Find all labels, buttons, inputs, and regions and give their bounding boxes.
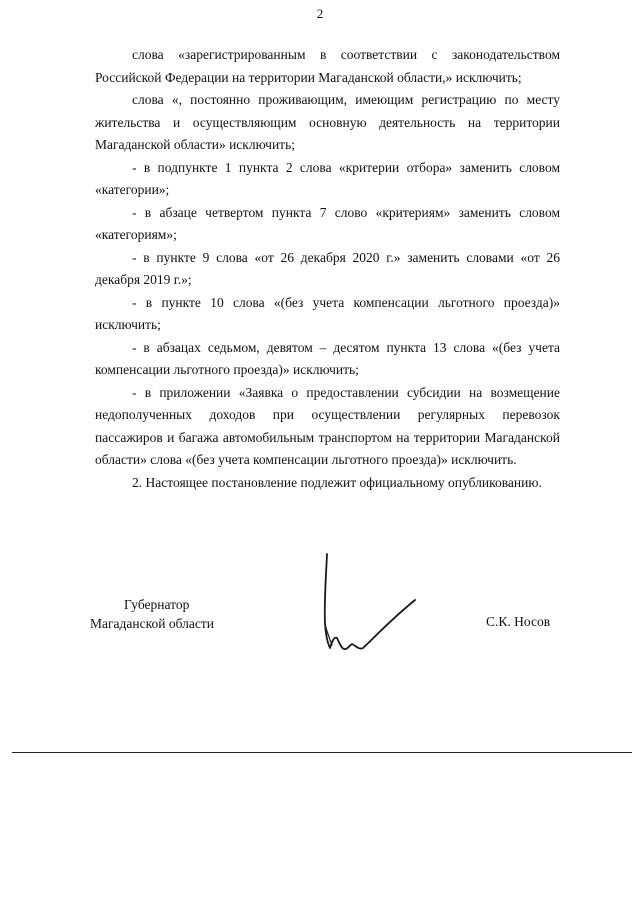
document-body: [95, 44, 560, 494]
paragraph-point-7: - в абзаце четвертом пункта 7 слово «критериям» заменить словом «категориям»;: [95, 204, 560, 242]
signatory-title: [90, 595, 214, 633]
signatory-name: С.К. Носов: [486, 614, 551, 629]
page-number: 2: [316, 6, 324, 21]
paragraph-point-9: - в пункте 9 слова «от 26 декабря 2020 г.» заменить словами «от 26 декабря 2019 г.»;: [95, 249, 560, 287]
paragraph-appendix: - в приложении «Заявка о предоставлении субсидии на возмещение недополученных доходов при осуществлении регулярных перевозок пассажиров и багажа автомобильным транспортом на территории Магаданской области» слова «(без учета компенсации льготного проезда)» исключить.: [95, 384, 560, 467]
paragraph-point-13: - в абзацах седьмом, девятом – десятом пункта 13 слова «(без учета компенсации льготного проезда)» исключить;: [95, 339, 560, 377]
paragraph-point-10: - в пункте 10 слова «(без учета компенсации льготного проезда)» исключить;: [95, 294, 560, 332]
footer-divider: [12, 752, 632, 753]
signatory-region: Магаданской области: [90, 616, 214, 631]
signatory-position: Губернатор: [124, 597, 190, 612]
paragraph-publication: 2. Настоящее постановление подлежит официальному опубликованию.: [132, 474, 542, 490]
paragraph-exclude-residing: слова «, постоянно проживающим, имеющим регистрацию по месту жительства и осуществляющим основную деятельность на территории Магаданской области» исключить;: [95, 92, 560, 152]
paragraph-subpoint-1: - в подпункте 1 пункта 2 слова «критерии отбора» заменить словом «категории»;: [95, 159, 560, 197]
paragraph-exclude-registered: слова «зарегистрированным в соответствии с законодательством Российской Федерации на территории Магаданской области,» исключить;: [95, 47, 560, 85]
handwritten-signature: [310, 552, 420, 667]
